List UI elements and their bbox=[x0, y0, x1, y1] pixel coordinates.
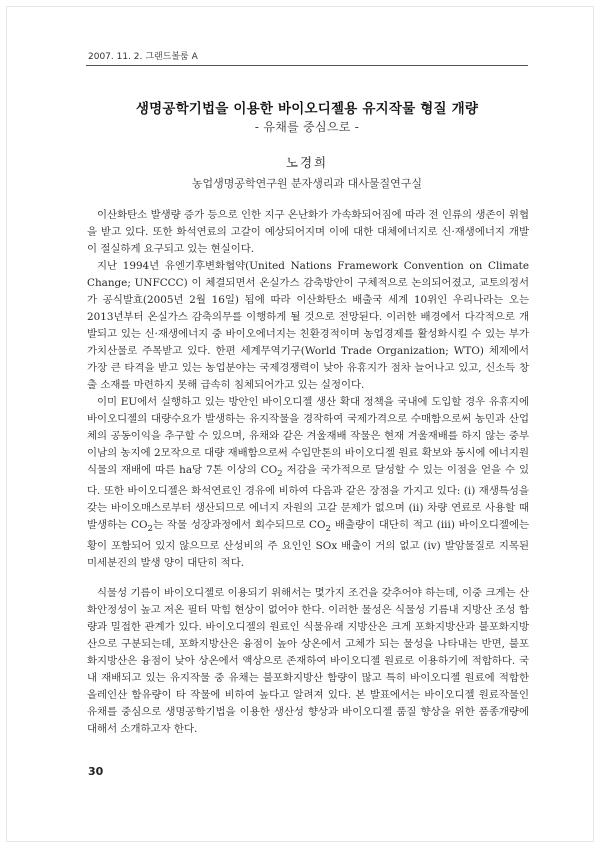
subscript-2: 2 bbox=[147, 524, 154, 535]
paragraph-3-part-a: 이미 EU에서 실행하고 있는 방안인 바이오디젤 생산 확대 정책을 국내에 도입할 경우 유휴지에 바이오디젤의 대량수요가 발생하는 유지작물을 경작하여 국제가격으로 수매함으로써 농민과 산업체의 공동이익을 추구할 수 있으며, 유채와 같은 겨울재배 작물은 현재 겨울재배를 하지 않는 중부 이남의 농지에 2모작으로 대량 재배함으로써 수입만톤의 바이오디젤 원료 확보와 동시에 에너지원 식물의 재배에 따른 ha당 7톤 이상의 CO bbox=[87, 396, 529, 476]
paragraph-3-part-d: 배출량이 대단히 적고 (iii) 바이오디젤에는 황이 포함되어 있지 않으므로 산성비의 주 요인인 SOx 배출이 거의 없고 (iv) 발암물질로 지목된 미세분진의 발생 양이 대단히 적다. bbox=[87, 519, 530, 570]
paragraph-3-part-b: 저감을 국가적으로 달성할 수 있는 이점을 얻을 수 있다. 또한 바이오디젤은 화석연료인 경유에 비하여 다음과 같은 장점을 가지고 있다: (i) 재생특성을 갖는 바이오매스로부터 생산되므로 에너지 자원의 고갈 문제가 없으며 (ii) 차량 연료로 사용할 때 발생하는 CO bbox=[87, 464, 529, 532]
paragraph-3-part-c: 는 작물 성장과정에서 회수되므로 CO bbox=[153, 519, 326, 532]
subscript-2: 2 bbox=[277, 469, 283, 480]
paragraph-1: 이산화탄소 발생량 증가 등으로 인한 지구 온난화가 가속화되어짐에 따라 전 인류의 생존이 위협을 받고 있다. 또한 화석연료의 고갈이 예상되어지며 이에 대한 대체에너지로 신·재생에너지 개발이 절실하게 요구되고 있는 현실이다. bbox=[87, 209, 529, 255]
paragraph-4: 식물성 기름이 바이오디젤로 이용되기 위해서는 몇가지 조건을 갖추어야 하는데, 이중 크게는 산화안정성이 높고 저온 필터 막힘 현상이 없어야 한다. 이러한 물성은 식물성 기름내 지방산 조성 함량과 밀접한 관계가 있다. 바이오디젤의 원료인 식물유래 지방산은 크게 포화지방산과 불포화지방산으로 구분되는데, 포화지방산은 융점이 높아 상온에서 고체가 되는 물성을 나타내는 반면, 불포화지방산은 융점이 낮아 상온에서 액상으로 존재하여 바이오디젤 원료로 이용하기에 적합하다. 국내 재배되고 있는 유지작물 중 유채는 불포화지방산 함량이 많고 특히 바이오디젤 원료에 적합한 올레인산 함유량이 타 작물에 비하여 높다고 알려져 있다. 본 발표에서는 바이오디젤 원료작물인 유채를 중심으로 생명공학기법을 이용한 생산성 향상과 바이오디젤 품질 향상을 위한 품종개량에 대해서 소개하고자 한다. bbox=[87, 587, 529, 736]
page-number: 30 bbox=[88, 765, 104, 778]
author-name: 노경희 bbox=[285, 155, 329, 170]
paragraph-3 bbox=[87, 394, 529, 572]
header-rule bbox=[86, 65, 528, 66]
subscript-2: 2 bbox=[325, 524, 331, 535]
article-body bbox=[87, 207, 529, 738]
paragraph-2: 지난 1994년 유엔기후변화협약(United Nations Framework Convention on Climate Change; UNFCCC) 이 체결되면서 온실가스 감축방안이 구체적으로 논의되어졌고, 교토의정서가 공식발효(2005년 2월 16일) 됨에 따라 이산화탄소 배출국 세계 10위인 우리나라는 오는 2013년부터 온실가스 감축의무를 이행하게 될 것으로 전망된다. 이러한 배경에서 다각적으로 개발되고 있는 신·재생에너지 중 바이오에너지는 친환경적이며 농업경제를 활성화시킬 수 있는 부가가치산물로 주목받고 있다. 한편 세계무역기구(World Trade Organization; WTO) 체제에서 가장 큰 타격을 받고 있는 농업분야는 국제경쟁력이 낮아 유휴지가 점차 늘어나고 있고, 신소득 창출 소재를 마련하지 못해 급속히 침체되어가고 있는 실정이다. bbox=[87, 260, 529, 391]
article-title: 생명공학기법을 이용한 바이오디젤용 유지작물 형질 개량 bbox=[135, 101, 479, 117]
article-subtitle: - 유채를 중심으로 - bbox=[254, 120, 360, 134]
author-affiliation: 농업생명공학연구원 분자생리과 대사물질연구실 bbox=[191, 177, 423, 190]
running-head: 2007. 11. 2. 그랜드볼룸 A bbox=[88, 52, 198, 62]
